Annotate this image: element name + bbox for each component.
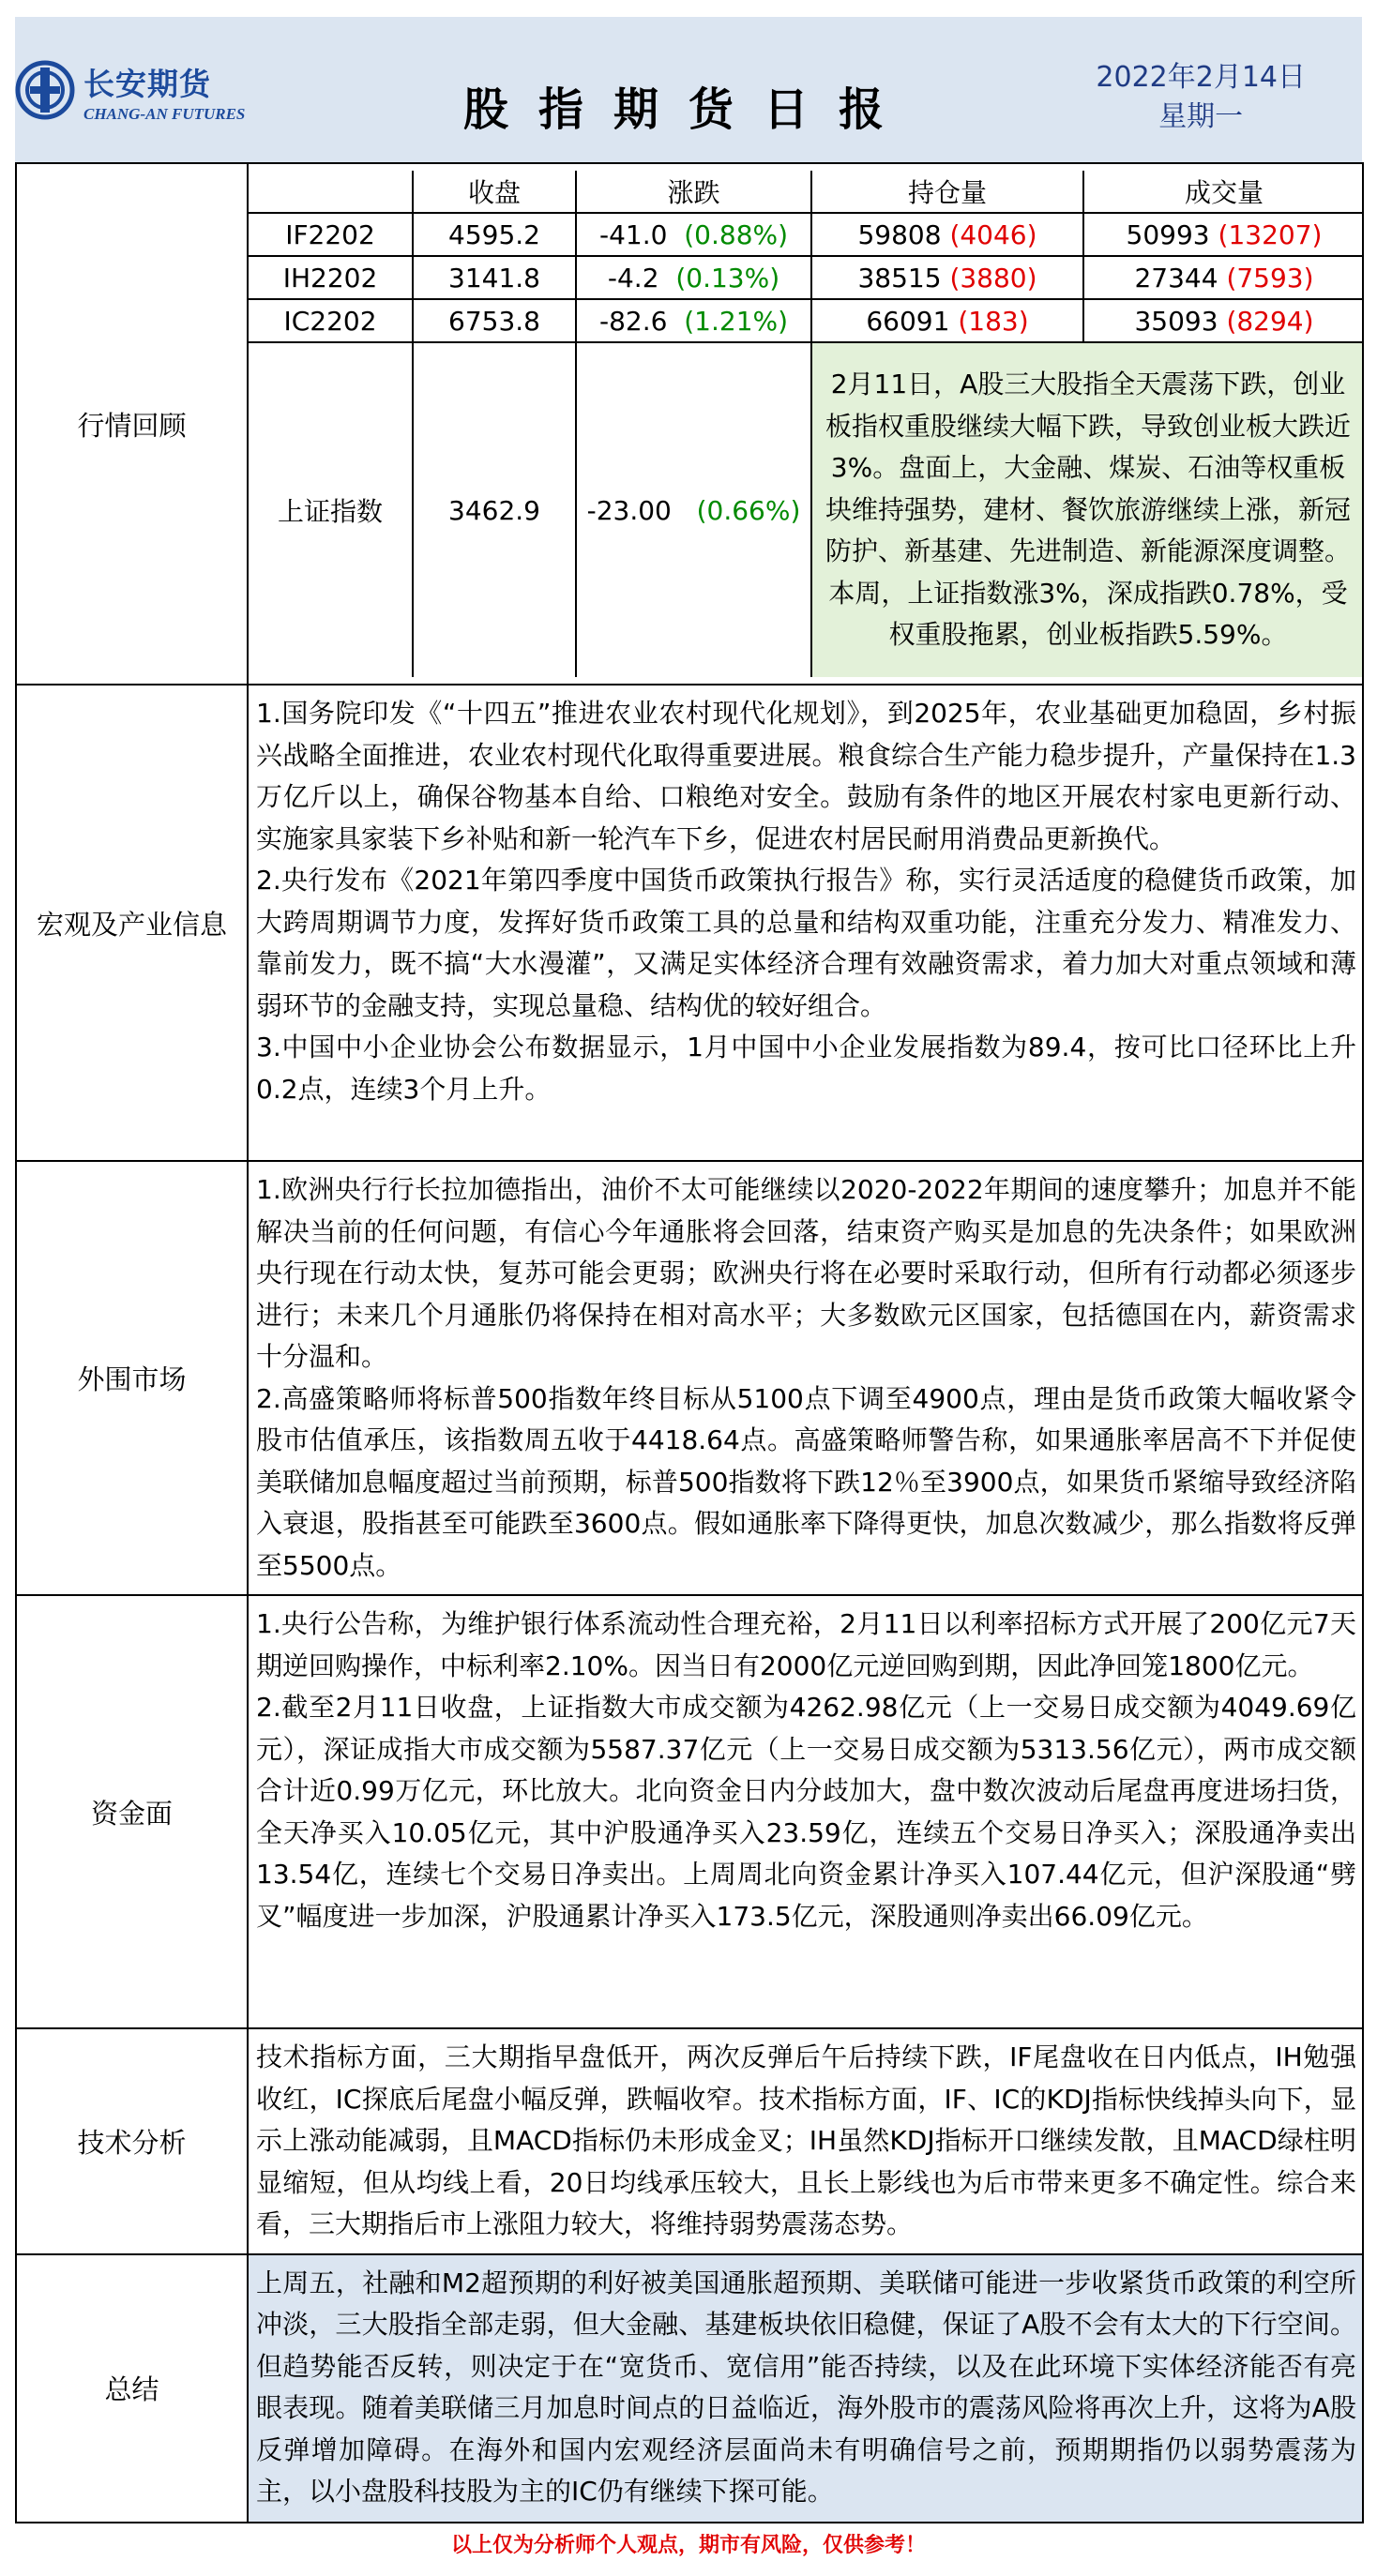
contract-name: IF2202 xyxy=(249,213,413,256)
volume-value: 35093 xyxy=(1134,305,1218,337)
sh-index-row xyxy=(249,342,1364,677)
change-pct: (0.13%) xyxy=(675,262,780,294)
volume-cell xyxy=(1083,299,1364,342)
tech-label: 技术分析 xyxy=(16,2028,248,2254)
oi-change: (183) xyxy=(958,305,1029,337)
logo-english-name: CHANG-AN FUTURES xyxy=(83,105,246,123)
tech-content: 技术指标方面，三大期指早盘低开，两次反弹后午后持续下跌，IF尾盘收在日内低点，IH勉强收红，IC探底后尾盘小幅反弹，跌幅收窄。技术指标方面，IF、IC的KDJ指标快线掉头向下，显示上涨动能减弱，且MACD指标仍未形成金叉；IH虽然KDJ指标开口继续发散，且MACD绿柱明显缩短，但从均线上看，20日均线承压较大，且长上影线也为后市带来更多不确定性。综合来看，三大期指后市上涨阻力较大，将维持弱势震荡态势。 xyxy=(248,2028,1363,2254)
report-date: 2022年2月14日 xyxy=(1096,61,1306,94)
macro-label: 宏观及产业信息 xyxy=(16,685,248,1161)
foreign-item: 2.高盛策略师将标普500指数年终目标从5100点下调至4900点，理由是货币政策大幅收紧令股市估值承压，该指数周五收于4418.64点。高盛策略师警告称，如果通胀率居高不下并促使美联储加息幅度超过当前预期，标普500指数将下跌12％至3900点，如果货币紧缩导致经济陷入衰退，股指甚至可能跌至3600点。假如通胀率下降得更快，加息次数减少，那么指数将反弹至5500点。 xyxy=(256,1382,1356,1581)
foreign-label: 外围市场 xyxy=(16,1161,248,1595)
quotes-header-cell: 涨跌 xyxy=(576,171,811,213)
change-cell xyxy=(576,256,811,299)
report-table xyxy=(15,162,1364,2523)
quote-row xyxy=(249,299,1364,342)
macro-row xyxy=(16,685,1363,1161)
funds-content xyxy=(248,1595,1363,2028)
macro-item: 3.中国中小企业协会公布数据显示，1月中国中小企业发展指数为89.4，按可比口径环比上升0.2点，连续3个月上升。 xyxy=(256,1032,1356,1105)
contract-name: IH2202 xyxy=(249,256,413,299)
close-price: 6753.8 xyxy=(413,299,576,342)
report-weekday: 星期一 xyxy=(1158,100,1244,133)
oi-cell xyxy=(811,299,1083,342)
oi-value: 59808 xyxy=(857,218,942,250)
oi-cell xyxy=(811,213,1083,256)
foreign-content xyxy=(248,1161,1363,1595)
oi-cell xyxy=(811,256,1083,299)
quotes-header-cell: 持仓量 xyxy=(811,171,1083,213)
quotes-header-cell: 成交量 xyxy=(1083,171,1364,213)
quote-row xyxy=(249,213,1364,256)
volume-change: (8294) xyxy=(1226,305,1314,337)
change-pct: (1.21%) xyxy=(684,305,789,337)
logo-emblem-icon xyxy=(15,60,75,120)
logo-chinese-name: 长安期货 xyxy=(83,66,211,102)
sh-index-name: 上证指数 xyxy=(249,342,413,677)
close-price: 4595.2 xyxy=(413,213,576,256)
funds-label: 资金面 xyxy=(16,1595,248,2028)
funds-item: 1.央行公告称，为维护银行体系流动性合理充裕，2月11日以利率招标方式开展了200亿元7天期逆回购操作，中标利率2.10%。因当日有2000亿元逆回购到期，因此净回笼1800亿元。 xyxy=(256,1608,1356,1681)
contract-name: IC2202 xyxy=(249,299,413,342)
quotes-table xyxy=(249,171,1364,677)
sh-index-change: -23.00 xyxy=(586,494,672,526)
oi-change: (3880) xyxy=(949,262,1037,294)
volume-value: 27344 xyxy=(1134,262,1218,294)
change-cell xyxy=(576,299,811,342)
summary-row xyxy=(16,2254,1363,2523)
summary-label: 总结 xyxy=(16,2254,248,2523)
macro-item: 2.央行发布《2021年第四季度中国货币政策执行报告》称，实行灵活适度的稳健货币政策，加大跨周期调节力度，发挥好货币政策工具的总量和结构双重功能，注重充分发力、精准发力、靠前发力，既不搞“大水漫灌”，又满足实体经济合理有效融资需求，着力加大对重点领域和薄弱环节的金融支持，实现总量稳、结构优的较好组合。 xyxy=(256,865,1356,1021)
volume-cell xyxy=(1083,256,1364,299)
foreign-item: 1.欧洲央行行长拉加德指出，油价不太可能继续以2020-2022年期间的速度攀升；加息并不能解决当前的任何问题，有信心今年通胀将会回落，结束资产购买是加息的先决条件；如果欧洲央行现在行动太快，复苏可能会更弱；欧洲央行将在必要时采取行动，但所有行动都必须逐步进行；未来几个月通胀仍将保持在相对高水平；大多数欧元区国家，包括德国在内，薪资需求十分温和。 xyxy=(256,1174,1356,1372)
market-review-row xyxy=(16,163,1363,685)
report-date-block xyxy=(1096,58,1306,137)
sh-index-close: 3462.9 xyxy=(413,342,576,677)
sh-index-change-pct: (0.66%) xyxy=(696,494,801,526)
quote-row xyxy=(249,256,1364,299)
macro-content xyxy=(248,685,1363,1161)
quotes-header-cell xyxy=(249,171,413,213)
volume-change: (13207) xyxy=(1218,218,1323,250)
quotes-header-cell: 收盘 xyxy=(413,171,576,213)
disclaimer: 以上仅为分析师个人观点，期市有风险，仅供参考！ xyxy=(450,2533,926,2557)
funds-item: 2.截至2月11日收盘，上证指数大市成交额为4262.98亿元（上一交易日成交额为4049.69亿元），深证成指大市成交额为5587.37亿元（上一交易日成交额为5313.56亿元），两市成交额合计近0.99万亿元，环比放大。北向资金日内分歧加大，盘中数次波动后尾盘再度进场扫货，全天净买入10.05亿元，其中沪股通净买入23.59亿，连续五个交易日净买入；深股通净卖出13.54亿，连续七个交易日净卖出。上周周北向资金累计净买入107.44亿元，但沪深股通“劈叉”幅度进一步加深，沪股通累计净买入173.5亿元，深股通则净卖出66.09亿元。 xyxy=(256,1692,1356,1932)
quotes-header-row xyxy=(249,171,1364,213)
change-value: -82.6 xyxy=(598,305,668,337)
oi-value: 38515 xyxy=(857,262,942,294)
volume-change: (7593) xyxy=(1226,262,1314,294)
market-review-text: 2月11日，A股三大股指全天震荡下跌，创业板指权重股继续大幅下跌，导致创业板大跌近3%。盘面上，大金融、煤炭、石油等权重板块维持强势，建材、餐饮旅游继续上涨，新冠防护、新基建、先进制造、新能源深度调整。本周，上证指数涨3%，深成指跌0.78%，受权重股拖累，创业板指跌5.59%。 xyxy=(811,342,1364,677)
tech-row xyxy=(16,2028,1363,2254)
volume-value: 50993 xyxy=(1126,218,1210,250)
foreign-row xyxy=(16,1161,1363,1595)
report-header xyxy=(15,17,1362,162)
oi-value: 66091 xyxy=(866,305,950,337)
oi-change: (4046) xyxy=(949,218,1037,250)
close-price: 3141.8 xyxy=(413,256,576,299)
company-logo xyxy=(15,60,246,144)
report-title: 股指期货日报 xyxy=(462,83,914,136)
summary-content: 上周五，社融和M2超预期的利好被美国通胀超预期、美联储可能进一步收紧货币政策的利空所冲淡，三大股指全部走弱，但大金融、基建板块依旧稳健，保证了A股不会有太大的下行空间。但趋势能否反转，则决定于在“宽货币、宽信用”能否持续，以及在此环境下实体经济能否有亮眼表现。随着美联储三月加息时间点的日益临近，海外股市的震荡风险将再次上升，这将为A股反弹增加障碍。在海外和国内宏观经济层面尚未有明确信号之前，预期期指仍以弱势震荡为主，以小盘股科技股为主的IC仍有继续下探可能。 xyxy=(248,2254,1363,2523)
change-value: -41.0 xyxy=(598,218,668,250)
macro-item: 1.国务院印发《“十四五”推进农业农村现代化规划》，到2025年，农业基础更加稳固，乡村振兴战略全面推进，农业农村现代化取得重要进展。粮食综合生产能力稳步提升，产量保持在1.3万亿斤以上，确保谷物基本自给、口粮绝对安全。鼓励有条件的地区开展农村家电更新行动、实施家具家装下乡补贴和新一轮汽车下乡，促进农村居民耐用消费品更新换代。 xyxy=(256,698,1356,854)
market-review-content xyxy=(248,163,1363,685)
funds-row xyxy=(16,1595,1363,2028)
sh-index-change-cell xyxy=(576,342,811,677)
market-review-label: 行情回顾 xyxy=(16,163,248,685)
change-pct: (0.88%) xyxy=(684,218,789,250)
volume-cell xyxy=(1083,213,1364,256)
change-value: -4.2 xyxy=(607,262,659,294)
change-cell xyxy=(576,213,811,256)
